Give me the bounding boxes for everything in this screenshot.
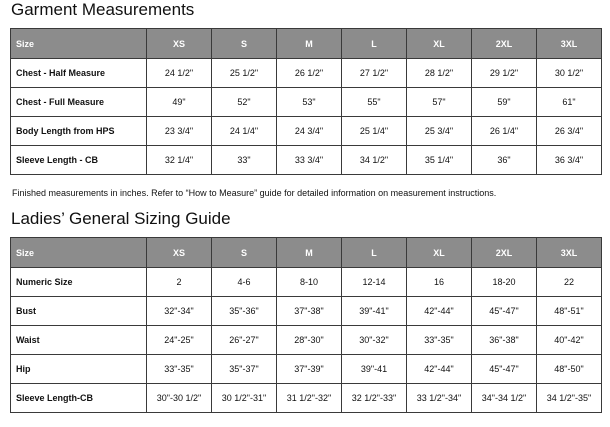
- header-cell: 2XL: [472, 29, 537, 59]
- table-cell: 34 1/2"-35": [537, 384, 602, 413]
- table-cell: 26 3/4": [537, 117, 602, 146]
- table-cell: 30 1/2"-31": [212, 384, 277, 413]
- table-cell: 30"-32": [342, 326, 407, 355]
- table-header-row: [11, 29, 602, 59]
- row-label: Chest - Half Measure: [11, 59, 147, 88]
- header-cell: S: [212, 238, 277, 268]
- table-cell: 31 1/2"-32": [277, 384, 342, 413]
- table-cell: 24 1/4": [212, 117, 277, 146]
- table-cell: 53": [277, 88, 342, 117]
- header-cell: XS: [147, 29, 212, 59]
- row-label: Numeric Size: [11, 268, 147, 297]
- header-cell: L: [342, 238, 407, 268]
- table-cell: 22: [537, 268, 602, 297]
- table-cell: 28"-30": [277, 326, 342, 355]
- table-cell: 32 1/4": [147, 146, 212, 175]
- table-cell: 45"-47": [472, 297, 537, 326]
- table-cell: 52": [212, 88, 277, 117]
- table-cell: 32 1/2"-33": [342, 384, 407, 413]
- row-label: Waist: [11, 326, 147, 355]
- table-row: [11, 117, 602, 146]
- table-cell: 8-10: [277, 268, 342, 297]
- table-cell: 34"-34 1/2": [472, 384, 537, 413]
- header-cell: Size: [11, 238, 147, 268]
- header-cell: 3XL: [537, 29, 602, 59]
- table-row: [11, 297, 602, 326]
- table-cell: 37"-39": [277, 355, 342, 384]
- table-cell: 35"-37": [212, 355, 277, 384]
- table-cell: 35"-36": [212, 297, 277, 326]
- table-cell: 24 3/4": [277, 117, 342, 146]
- table-cell: 2: [147, 268, 212, 297]
- table-row: [11, 88, 602, 117]
- header-cell: XL: [407, 29, 472, 59]
- table-cell: 23 3/4": [147, 117, 212, 146]
- table-cell: 24"-25": [147, 326, 212, 355]
- row-label: Body Length from HPS: [11, 117, 147, 146]
- table-cell: 4-6: [212, 268, 277, 297]
- table-cell: 33"-35": [147, 355, 212, 384]
- ladies-sizing-table: [10, 237, 602, 413]
- table-cell: 18-20: [472, 268, 537, 297]
- table-cell: 55": [342, 88, 407, 117]
- header-cell: 3XL: [537, 238, 602, 268]
- table-cell: 49": [147, 88, 212, 117]
- table-cell: 28 1/2": [407, 59, 472, 88]
- table-cell: 12-14: [342, 268, 407, 297]
- table-cell: 45"-47": [472, 355, 537, 384]
- table-cell: 35 1/4": [407, 146, 472, 175]
- garment-measurements-title: Garment Measurements: [11, 0, 195, 19]
- table-cell: 34 1/2": [342, 146, 407, 175]
- table-cell: 39"-41": [342, 297, 407, 326]
- header-cell: 2XL: [472, 238, 537, 268]
- table-cell: 27 1/2": [342, 59, 407, 88]
- table-row: [11, 59, 602, 88]
- table-row: [11, 355, 602, 384]
- table-cell: 32"-34": [147, 297, 212, 326]
- table-cell: 48"-51": [537, 297, 602, 326]
- table-cell: 40"-42": [537, 326, 602, 355]
- header-cell: XL: [407, 238, 472, 268]
- table-cell: 26 1/4": [472, 117, 537, 146]
- row-label: Sleeve Length - CB: [11, 146, 147, 175]
- header-cell: S: [212, 29, 277, 59]
- row-label: Chest - Full Measure: [11, 88, 147, 117]
- table-cell: 24 1/2": [147, 59, 212, 88]
- row-label: Bust: [11, 297, 147, 326]
- table-cell: 39"-41: [342, 355, 407, 384]
- table-cell: 61": [537, 88, 602, 117]
- measurement-note: Finished measurements in inches. Refer to “How to Measure” guide for detailed information on measurement instructions.: [12, 188, 497, 198]
- table-cell: 59": [472, 88, 537, 117]
- header-cell: M: [277, 29, 342, 59]
- header-cell: XS: [147, 238, 212, 268]
- header-cell: Size: [11, 29, 147, 59]
- table-cell: 25 3/4": [407, 117, 472, 146]
- row-label: Sleeve Length-CB: [11, 384, 147, 413]
- ladies-sizing-title: Ladies’ General Sizing Guide: [11, 209, 231, 228]
- table-row: [11, 268, 602, 297]
- table-cell: 33"-35": [407, 326, 472, 355]
- table-cell: 36": [472, 146, 537, 175]
- table-cell: 25 1/4": [342, 117, 407, 146]
- table-cell: 42"-44": [407, 297, 472, 326]
- table-cell: 57": [407, 88, 472, 117]
- table-cell: 36"-38": [472, 326, 537, 355]
- table-cell: 37"-38": [277, 297, 342, 326]
- table-cell: 30 1/2": [537, 59, 602, 88]
- table-cell: 25 1/2": [212, 59, 277, 88]
- table-row: [11, 326, 602, 355]
- table-cell: 36 3/4": [537, 146, 602, 175]
- table-cell: 16: [407, 268, 472, 297]
- table-row: [11, 384, 602, 413]
- table-cell: 33": [212, 146, 277, 175]
- header-cell: L: [342, 29, 407, 59]
- table-cell: 26"-27": [212, 326, 277, 355]
- garment-measurements-table: [10, 28, 602, 175]
- table-cell: 29 1/2": [472, 59, 537, 88]
- table-cell: 48"-50": [537, 355, 602, 384]
- table-cell: 33 1/2"-34": [407, 384, 472, 413]
- table-cell: 30"-30 1/2": [147, 384, 212, 413]
- table-row: [11, 146, 602, 175]
- table-header-row: [11, 238, 602, 268]
- table-cell: 33 3/4": [277, 146, 342, 175]
- row-label: Hip: [11, 355, 147, 384]
- table-cell: 26 1/2": [277, 59, 342, 88]
- header-cell: M: [277, 238, 342, 268]
- table-cell: 42"-44": [407, 355, 472, 384]
